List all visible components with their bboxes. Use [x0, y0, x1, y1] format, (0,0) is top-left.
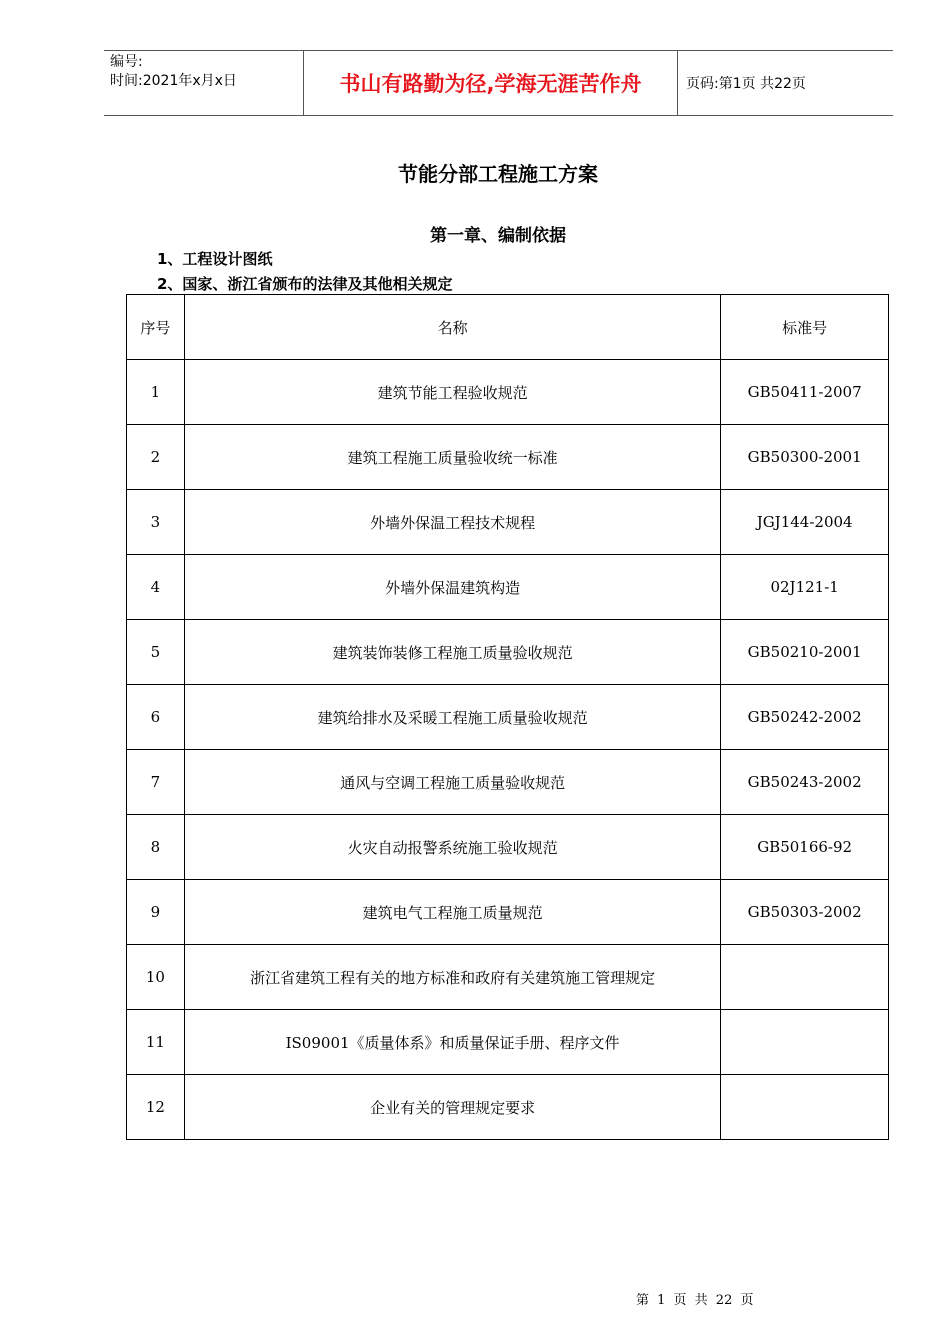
row-standard: GB50242-2002 — [721, 685, 889, 750]
row-standard — [721, 1010, 889, 1075]
table-row — [127, 815, 889, 880]
row-index: 9 — [127, 880, 185, 945]
table-row — [127, 425, 889, 490]
row-index: 2 — [127, 425, 185, 490]
table-row — [127, 1075, 889, 1140]
page-header — [104, 50, 893, 116]
header-page-info: 页码:第1页 共22页 — [686, 76, 806, 92]
column-header-standard: 标准号 — [721, 295, 889, 360]
row-index: 5 — [127, 620, 185, 685]
document-number-label: 编号: — [110, 54, 143, 70]
row-name: 建筑给排水及采暖工程施工质量验收规范 — [184, 685, 720, 750]
row-index: 8 — [127, 815, 185, 880]
basis-item-2: 2、国家、浙江省颁布的法律及其他相关规定 — [157, 275, 453, 293]
row-index: 12 — [127, 1075, 185, 1140]
header-meta — [104, 51, 304, 115]
header-motto: 书山有路勤为径,学海无涯苦作舟 — [304, 51, 678, 115]
document-time-label: 时间:2021年x月x日 — [110, 73, 237, 89]
document-title: 节能分部工程施工方案 — [398, 162, 598, 186]
row-standard — [721, 945, 889, 1010]
row-name: 外墙外保温建筑构造 — [184, 555, 720, 620]
table-row — [127, 945, 889, 1010]
row-standard: GB50411-2007 — [721, 360, 889, 425]
table-header-row — [127, 295, 889, 360]
column-header-index: 序号 — [127, 295, 185, 360]
row-standard: GB50243-2002 — [721, 750, 889, 815]
row-standard — [721, 1075, 889, 1140]
table-row — [127, 360, 889, 425]
row-name: 浙江省建筑工程有关的地方标准和政府有关建筑施工管理规定 — [184, 945, 720, 1010]
table-row — [127, 685, 889, 750]
row-index: 1 — [127, 360, 185, 425]
table-row — [127, 1010, 889, 1075]
table-row — [127, 490, 889, 555]
row-index: 6 — [127, 685, 185, 750]
row-standard: GB50166-92 — [721, 815, 889, 880]
row-name: 建筑节能工程验收规范 — [184, 360, 720, 425]
row-name: 建筑工程施工质量验收统一标准 — [184, 425, 720, 490]
row-index: 4 — [127, 555, 185, 620]
row-name: IS09001《质量体系》和质量保证手册、程序文件 — [184, 1010, 720, 1075]
row-name: 建筑电气工程施工质量规范 — [184, 880, 720, 945]
row-name: 通风与空调工程施工质量验收规范 — [184, 750, 720, 815]
table-row — [127, 620, 889, 685]
basis-item-1: 1、工程设计图纸 — [157, 250, 273, 268]
row-name: 火灾自动报警系统施工验收规范 — [184, 815, 720, 880]
row-name: 企业有关的管理规定要求 — [184, 1075, 720, 1140]
table-row — [127, 750, 889, 815]
row-index: 10 — [127, 945, 185, 1010]
row-standard: GB50303-2002 — [721, 880, 889, 945]
row-standard: GB50210-2001 — [721, 620, 889, 685]
chapter-heading: 第一章、编制依据 — [430, 226, 566, 246]
row-standard: JGJ144-2004 — [721, 490, 889, 555]
row-standard: GB50300-2001 — [721, 425, 889, 490]
row-index: 11 — [127, 1010, 185, 1075]
row-index: 7 — [127, 750, 185, 815]
column-header-name: 名称 — [184, 295, 720, 360]
row-name: 建筑装饰装修工程施工质量验收规范 — [184, 620, 720, 685]
page-footer: 第 1 页 共 22 页 — [636, 1293, 754, 1308]
table-row — [127, 880, 889, 945]
table-row — [127, 555, 889, 620]
row-index: 3 — [127, 490, 185, 555]
row-name: 外墙外保温工程技术规程 — [184, 490, 720, 555]
row-standard: 02J121-1 — [721, 555, 889, 620]
standards-table — [126, 294, 889, 1140]
